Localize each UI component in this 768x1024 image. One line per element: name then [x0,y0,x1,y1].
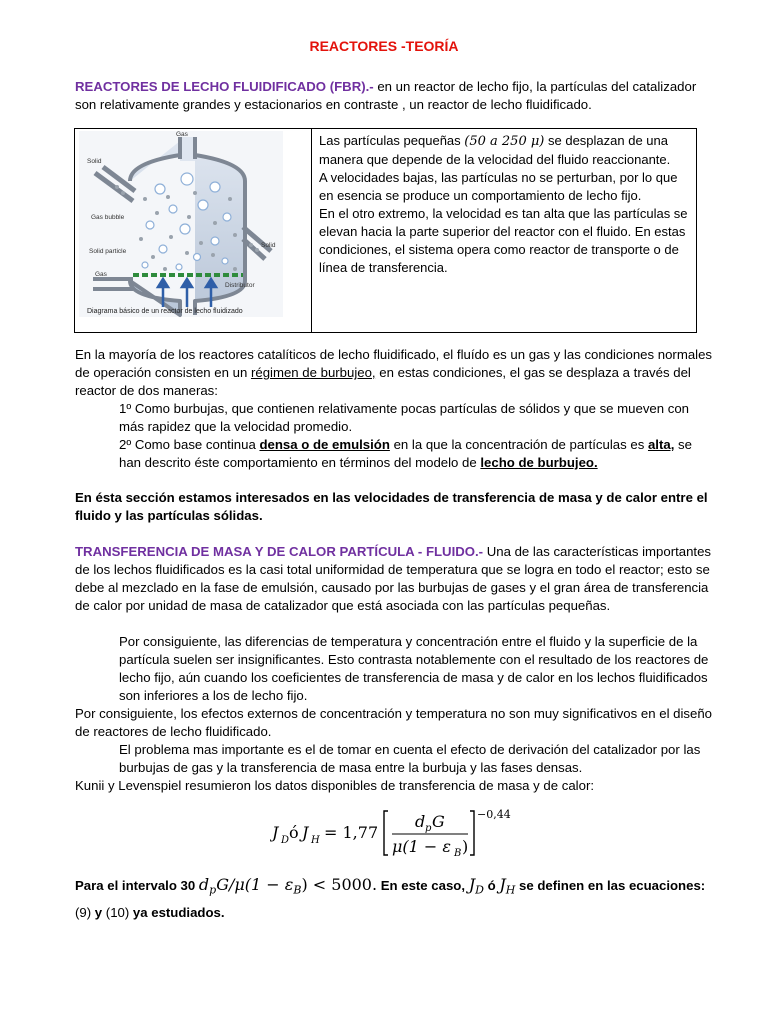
formula-den: μ(1 − ε [392,837,451,856]
item-1-text: 1º Como burbujas, que contienen relativamente pocas partículas de sólidos y que se mueven con más rapidez que la velocidad promedio. [119,401,690,434]
bubbling-bed-term: lecho de burbujeo. [480,455,598,470]
fluidized-bed-reactor-diagram [75,129,311,327]
box-p2: A velocidades bajas, las partículas no se perturban, por lo que en esencia se produce un comportamiento de lecho fijo. [319,170,678,203]
interval-paragraph [75,874,715,924]
consiguiente-paragraph-2: Por consiguiente, los efectos externos de concentración y temperatura no son muy significativos en el diseño de reactores de lecho fluidificado. [75,706,713,739]
final-math2: G/μ(1 − ε [216,875,294,894]
item-2 [75,436,715,472]
bubbling-regime-paragraph [75,346,715,400]
kunii-paragraph: Kunii y Levenspiel resumieron los datos disponibles de transferencia de masa y de calor: [75,778,594,793]
formula-num-g: G [432,812,445,831]
final-eb-sub: B [293,883,302,897]
final-math3: ) < 5000. [301,875,378,894]
transfer-paragraph [75,543,715,615]
final-dp: d [198,875,210,894]
transfer-heading: TRANSFERENCIA DE MASA Y DE CALOR PARTÍCULA - FLUIDO.- [75,544,484,559]
label-solid-in: Solid [87,158,102,165]
para1-a: En la mayoría de los reactores catalíticos de lecho fluidificado, el fluído es un gas y las condiciones normales de operación consisten en un [75,347,713,380]
final-y: y [91,904,106,920]
diagram-caption: Diagrama básico de un reactor de lecho fluidizado [87,308,243,315]
reactor-description-table [74,128,697,333]
formula-den-close: ) [462,837,469,856]
intro-heading: REACTORES DE LECHO FLUIDIFICADO (FBR).- [75,79,374,94]
final-jd-sub: D [475,883,484,897]
bubbling-regime-term: régimen de burbujeo, [250,365,376,380]
box-p1 [319,132,690,169]
box-p1-a: Las partículas pequeñas [319,133,465,148]
intro-text: en un reactor de lecho fijo, la partículas del catalizador son relativamente grandes y estacionarios en contraste , un reactor de lecho fluidificado. [75,79,697,112]
section-interest-paragraph: En ésta sección estamos interesados en las velocidades de transferencia de masa y de calor entre el fluido y las partículas sólidas. [75,490,708,523]
formula-j2: J [302,823,309,842]
equation-ref-9: (9) [75,904,92,920]
emulsion-term: densa o de emulsión [259,437,390,452]
label-distributor: Distributor [225,282,255,289]
para1-b: en estas condiciones, el gas se desplaza a través del reactor de dos maneras: [75,365,691,398]
final-c: se definen en las ecuaciones: [515,878,706,893]
label-solid-out: Solid [261,242,276,249]
item-1 [75,400,715,436]
final-jh-sub: H [505,883,516,897]
final-b: En este caso, [377,878,469,893]
formula-eq: = 1,77 [324,823,379,842]
box-p3: En el otro extremo, la velocidad es tan alta que las partículas se elevan hacia la parte superior del reactor con el fluido. En estas condiciones, el sistema opera como reactor de transporte o de línea de transferencia. [319,206,688,275]
item-2-b: en la que la concentración de partículas es [389,437,648,452]
final-d: ya estudiados. [129,904,225,920]
item-2-a: 2º Como base continua [119,437,260,452]
formula-exponent: −0,44 [477,808,511,821]
intro-paragraph [75,78,715,114]
label-gas-bubble: Gas bubble [91,214,125,221]
description-cell [312,129,697,333]
label-gas-in: Gas [95,271,107,278]
diagram-cell [75,129,312,333]
label-gas-out: Gas [176,131,188,138]
formula-sub-h: H [311,835,320,846]
item-2-c: se han descrito éste comportamiento en términos del modelo de [119,437,692,470]
final-o: ó [483,878,500,893]
kunii-levenspiel-formula [270,803,520,859]
formula-sub-d: D [281,835,290,846]
final-a: Para el intervalo 30 [75,878,199,893]
formula-j: J [272,823,279,842]
alta-term: alta, [647,437,675,452]
final-jh: J [499,875,506,894]
formula-num-sub: p [425,823,432,834]
transfer-text: Una de las características importantes de los lechos fluidificados es la casi total uniformidad de temperatura que se logra en todo el reactor; esto se debe al mezclado en la fase de emulsión, causado por las burbujas de gases y el gran área de transferencia de calor por unidad de masa de catalizador que está asociada con las partículas pequeñas. [75,544,712,613]
problem-paragraph [75,741,715,777]
formula-o: ó [289,823,299,842]
page-title: REACTORES -TEORÍA [309,38,459,54]
problem-text: El problema mas importante es el de tomar en cuenta el efecto de derivación del catalizador por las burbujas de gas y la transferencia de masa entre la burbuja y las fases densas. [119,742,701,775]
consiguiente-paragraph-1 [75,633,715,705]
label-solid-particle: Solid particle [89,248,127,255]
formula-den-sub: B [454,848,462,859]
final-jd: J [468,875,476,894]
particle-size-range: (50 a 250 μ) [464,134,545,149]
equation-ref-10: (10) [105,904,130,920]
final-dp-sub: p [209,883,217,897]
consiguiente-1-text: Por consiguiente, las diferencias de temperatura y concentración entre el fluido y la superficie de la partícula suelen ser insignificantes. Esto contrasta notablemente con el resultado de los reactores de lecho fijo, aún cuando los coeficientes de transferencia de masa y de calor en los lechos fluidificados son inferiores a los de lecho fijo. [119,634,709,703]
box-p1-b: se desplazan de una manera que depende de la velocidad del fluido reaccionante. [319,133,671,167]
formula-num-d: d [415,812,426,831]
